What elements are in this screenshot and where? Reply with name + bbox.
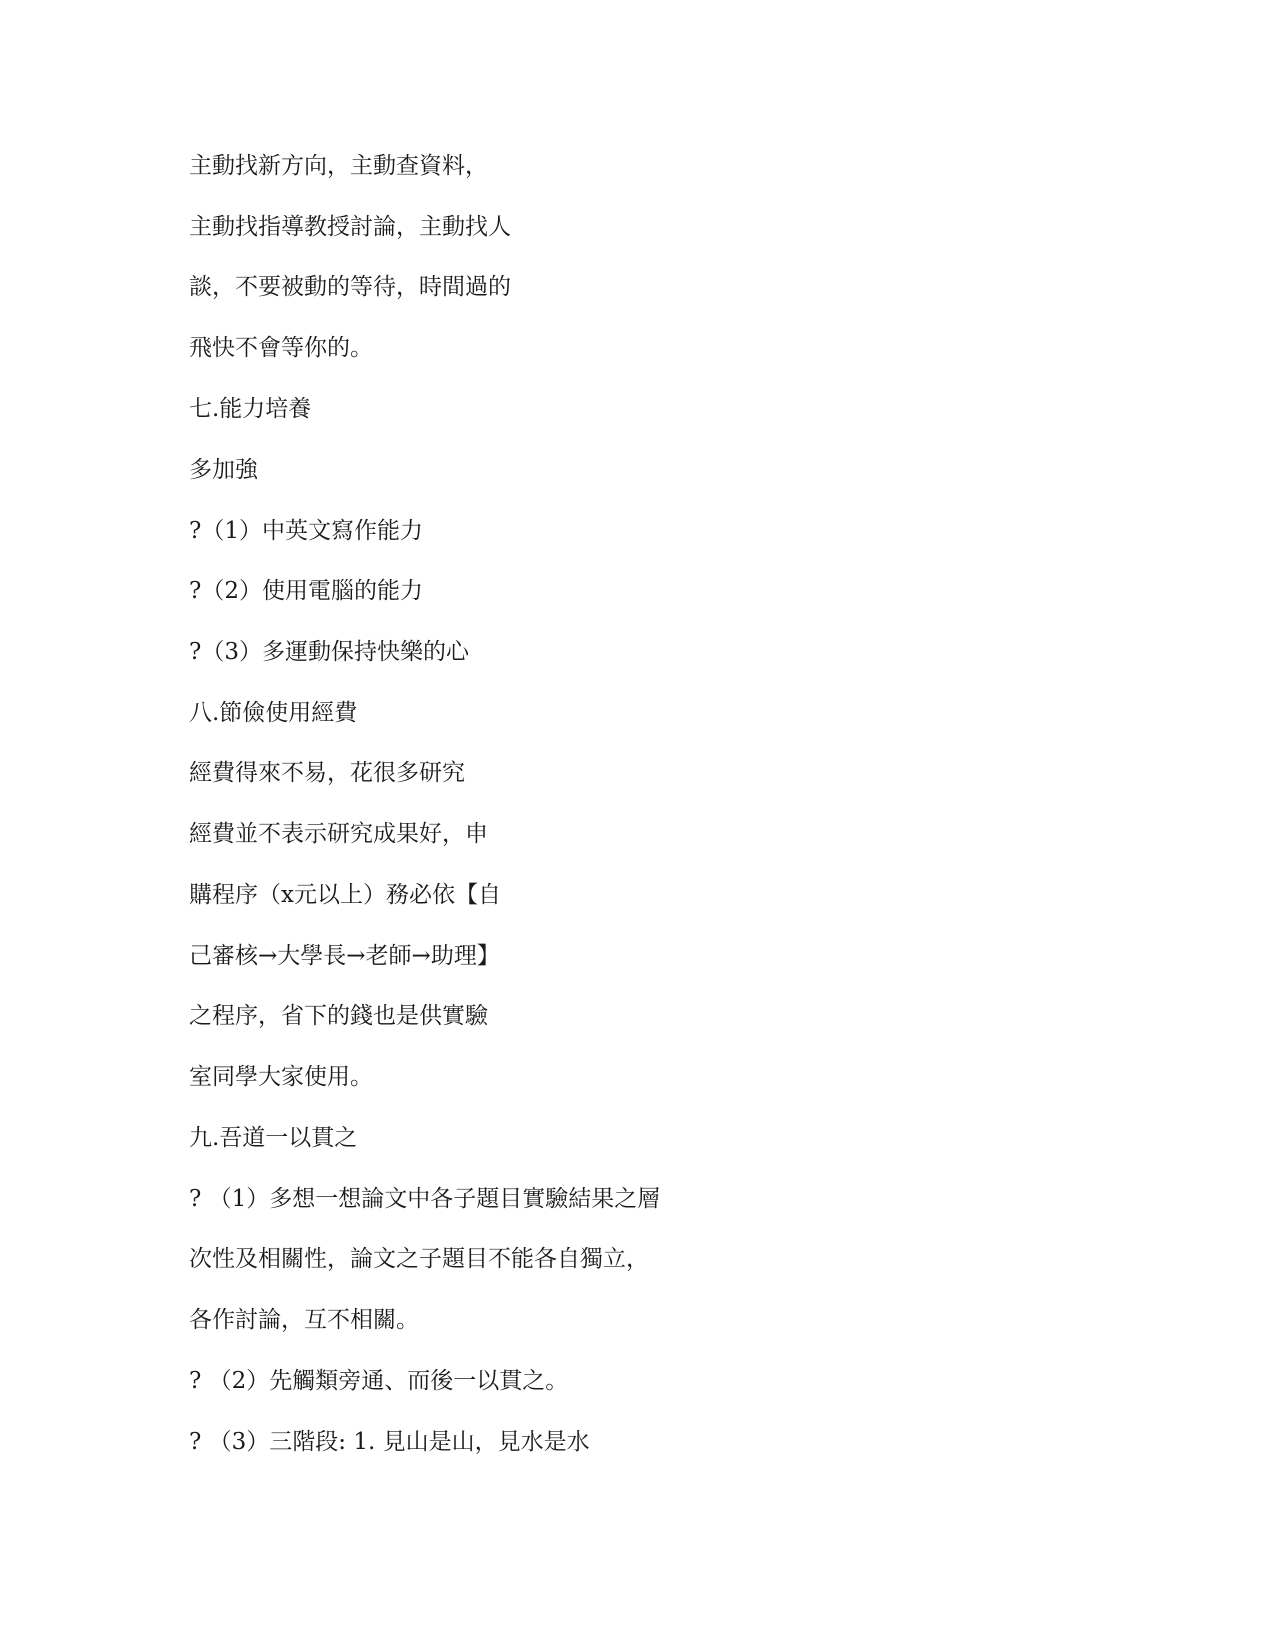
list-item: ? （3）三階段: 1. 見山是山，見水是水 xyxy=(189,1429,590,1455)
text-line: 飛快不會等你的。 xyxy=(189,335,373,361)
text-line: 經費得來不易，花很多研究 xyxy=(189,760,465,786)
text-line: 次性及相關性，論文之子題目不能各自獨立， xyxy=(189,1246,649,1272)
text-line: 各作討論，互不相關。 xyxy=(189,1307,419,1333)
text-line: 室同學大家使用。 xyxy=(189,1064,373,1090)
text-line: 談，不要被動的等待，時間過的 xyxy=(189,274,511,300)
list-item: ?（2）使用電腦的能力 xyxy=(189,578,423,604)
text-line: 多加強 xyxy=(189,457,258,483)
text-line: 主動找指導教授討論，主動找人 xyxy=(189,214,511,240)
section-heading-9: 九.吾道一以貫之 xyxy=(189,1125,358,1151)
section-heading-7: 七.能力培養 xyxy=(189,396,312,422)
text-line: 主動找新方向，主動查資料， xyxy=(189,153,488,179)
text-line: 己審核→大學長→老師→助理】 xyxy=(189,943,500,969)
list-item: ?（3）多運動保持快樂的心 xyxy=(189,639,469,665)
list-item: ?（1）中英文寫作能力 xyxy=(189,518,423,544)
list-item: ? （1）多想一想論文中各子題目實驗結果之層 xyxy=(189,1186,661,1212)
list-item: ? （2）先觸類旁通、而後一以貫之。 xyxy=(189,1368,569,1394)
text-line: 之程序，省下的錢也是供實驗 xyxy=(189,1003,488,1029)
section-heading-8: 八.節儉使用經費 xyxy=(189,700,358,726)
text-line: 經費並不表示研究成果好，申 xyxy=(189,821,488,847)
text-line: 購程序（x元以上）務必依【自 xyxy=(189,882,501,908)
